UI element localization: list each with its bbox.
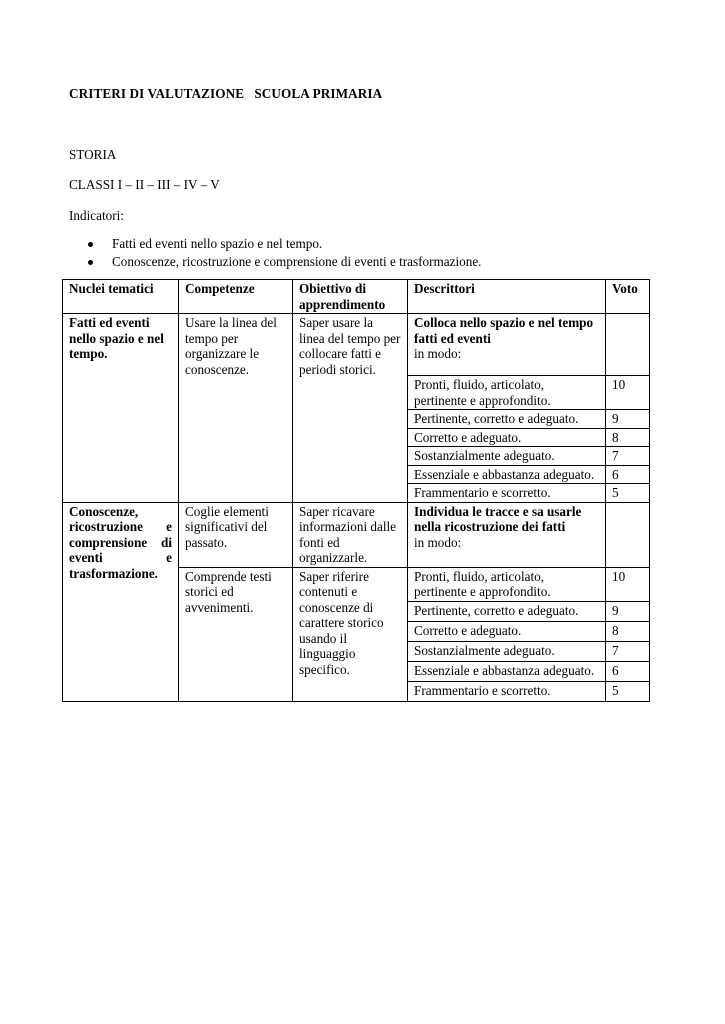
descrittore-title-cell	[408, 314, 606, 376]
descrittore-cell: Corretto e adeguato.	[408, 428, 606, 447]
header-descrittori: Descrittori	[408, 280, 606, 314]
nucleo-cell: Fatti ed eventi nello spazio e nel tempo.	[63, 314, 179, 503]
voto-cell: 6	[606, 465, 650, 484]
header-obiettivo: Obiettivo di apprendimento	[293, 280, 408, 314]
table-header-row	[63, 280, 650, 314]
bullet-icon	[88, 260, 93, 265]
subject-heading: STORIA	[69, 147, 117, 162]
descrittore-mode: in modo:	[414, 346, 462, 361]
descrittore-title: Colloca nello spazio e nel tempo fatti ed eventi	[414, 315, 594, 346]
descrittore-cell: Pronti, fluido, articolato, pertinente e approfondito.	[408, 376, 606, 410]
competenza-cell: Coglie elementi significativi del passato.	[179, 502, 293, 567]
descrittore-cell: Sostanzialmente adeguato.	[408, 447, 606, 466]
classes-line: CLASSI I – II – III – IV – V	[69, 177, 220, 192]
header-nuclei: Nuclei tematici	[63, 280, 179, 314]
indicator-text: Fatti ed eventi nello spazio e nel tempo.	[112, 236, 323, 251]
nucleo-line: comprensione di	[69, 534, 172, 550]
list-item	[87, 253, 481, 271]
evaluation-table	[62, 279, 650, 702]
competenza-cell: Comprende testi storici ed avvenimenti.	[179, 567, 293, 701]
voto-cell: 9	[606, 601, 650, 621]
voto-cell: 5	[606, 681, 650, 701]
obiettivo-cell: Saper ricavare informazioni dalle fonti ed organizzarle.	[293, 502, 408, 567]
voto-cell: 6	[606, 661, 650, 681]
list-item	[87, 235, 481, 253]
nucleo-line: eventi e	[69, 550, 172, 565]
descrittore-title-cell	[408, 502, 606, 567]
document-title: CRITERI DI VALUTAZIONE SCUOLA PRIMARIA	[69, 86, 383, 101]
descrittore-cell: Frammentario e scorretto.	[408, 484, 606, 503]
voto-cell: 7	[606, 641, 650, 661]
table-row	[63, 502, 650, 567]
bullet-icon	[88, 242, 93, 247]
voto-cell: 8	[606, 621, 650, 641]
descrittore-title: Individua le tracce e sa usarle nella ricostruzione dei fatti	[414, 503, 582, 534]
nucleo-line: trasformazione.	[69, 565, 158, 581]
nucleo-line: Conoscenze,	[69, 503, 139, 519]
obiettivo-cell: Saper riferire contenuti e conoscenze di carattere storico usando il linguaggio specifico.	[293, 567, 408, 701]
descrittore-cell: Pertinente, corretto e adeguato.	[408, 601, 606, 621]
descrittore-cell: Corretto e adeguato.	[408, 621, 606, 641]
descrittore-cell: Pertinente, corretto e adeguato.	[408, 410, 606, 429]
voto-cell: 8	[606, 428, 650, 447]
header-voto: Voto	[606, 280, 650, 314]
voto-cell: 5	[606, 484, 650, 503]
nucleo-line: ricostruzione e	[69, 519, 172, 534]
voto-cell: 10	[606, 567, 650, 601]
header-competenze: Competenze	[179, 280, 293, 314]
voto-cell: 9	[606, 410, 650, 429]
obiettivo-cell: Saper usare la linea del tempo per collocare fatti e periodi storici.	[293, 314, 408, 503]
descrittore-cell: Essenziale e abbastanza adeguato.	[408, 661, 606, 681]
descrittore-cell: Sostanzialmente adeguato.	[408, 641, 606, 661]
indicators-label: Indicatori:	[69, 208, 124, 223]
nucleo-cell	[63, 502, 179, 701]
voto-cell	[606, 314, 650, 376]
competenza-cell: Usare la linea del tempo per organizzare le conoscenze.	[179, 314, 293, 503]
descrittore-cell: Essenziale e abbastanza adeguato.	[408, 465, 606, 484]
voto-cell	[606, 502, 650, 567]
voto-cell: 10	[606, 376, 650, 410]
indicator-text: Conoscenze, ricostruzione e comprensione di eventi e trasformazione.	[112, 254, 482, 269]
descrittore-cell: Pronti, fluido, articolato, pertinente e approfondito.	[408, 567, 606, 601]
voto-cell: 7	[606, 447, 650, 466]
indicators-list	[87, 235, 481, 271]
descrittore-cell: Frammentario e scorretto.	[408, 681, 606, 701]
table-row	[63, 314, 650, 376]
descrittore-mode: in modo:	[414, 534, 462, 550]
